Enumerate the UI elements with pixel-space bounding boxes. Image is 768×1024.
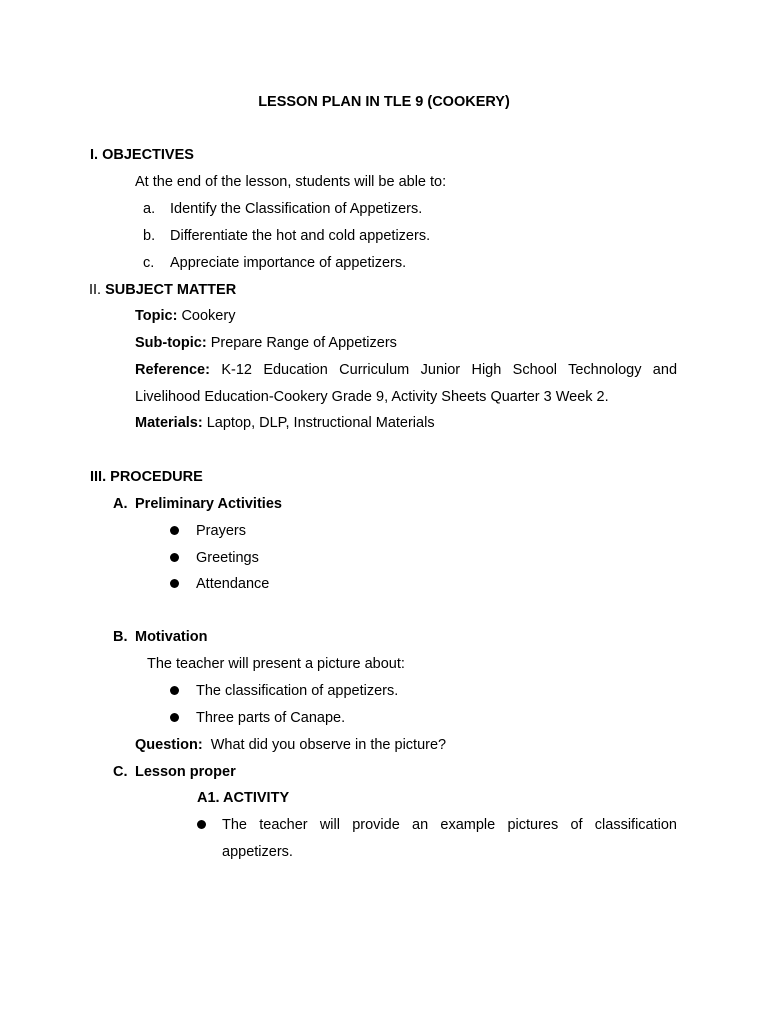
subject-matter-title: SUBJECT MATTER	[105, 282, 237, 298]
activity-text-line-1: The teacher will provide an example pictures of classification	[222, 817, 677, 833]
objectives-heading: I. OBJECTIVES	[90, 147, 194, 163]
objectives-intro: At the end of the lesson, students will be able to:	[135, 174, 447, 190]
objective-item-c: Appreciate importance of appetizers.	[170, 255, 407, 271]
subject-matter-numeral: II.	[89, 282, 102, 298]
materials-value: Laptop, DLP, Instructional Materials	[206, 415, 435, 431]
bullet-icon	[197, 820, 206, 829]
objective-marker-c: c.	[143, 255, 155, 271]
procedure-heading: III. PROCEDURE	[90, 469, 203, 485]
question-label: Question:	[135, 737, 203, 753]
reference-line-1	[135, 361, 677, 379]
motivation-intro: The teacher will present a picture about:	[147, 656, 405, 672]
subtopic-value: Prepare Range of Appetizers	[210, 335, 397, 351]
objective-item-a: Identify the Classification of Appetizers.	[170, 201, 423, 217]
lesson-proper-marker: C.	[113, 764, 128, 780]
preliminary-item-attendance: Attendance	[196, 576, 270, 592]
topic-value: Cookery	[181, 308, 236, 324]
motivation-item-classification: The classification of appetizers.	[196, 683, 399, 699]
motivation-item-canape: Three parts of Canape.	[196, 710, 346, 726]
motivation-marker: B.	[113, 629, 128, 645]
bullet-icon	[170, 526, 179, 535]
motivation-heading: Motivation	[135, 629, 208, 645]
preliminary-marker: A.	[113, 496, 128, 512]
reference-text-1: K-12 Education Curriculum Junior High School Technology and	[221, 362, 678, 378]
preliminary-item-prayers: Prayers	[196, 523, 246, 539]
subtopic-label: Sub-topic:	[135, 335, 207, 351]
document-title: LESSON PLAN IN TLE 9 (COOKERY)	[258, 94, 510, 110]
preliminary-item-greetings: Greetings	[196, 550, 259, 566]
materials-label: Materials:	[135, 415, 203, 431]
question-text: What did you observe in the picture?	[210, 737, 447, 753]
bullet-icon	[170, 553, 179, 562]
subtopic-line	[135, 334, 397, 352]
activity-heading: A1. ACTIVITY	[197, 790, 290, 806]
lesson-proper-heading: Lesson proper	[135, 764, 236, 780]
preliminary-heading: Preliminary Activities	[135, 496, 282, 512]
objective-marker-b: b.	[143, 228, 156, 244]
topic-label: Topic:	[135, 308, 178, 324]
subject-matter-heading	[89, 281, 236, 299]
materials-line	[135, 414, 435, 432]
question-line	[135, 736, 446, 754]
bullet-icon	[170, 713, 179, 722]
bullet-icon	[170, 579, 179, 588]
reference-line-2: Livelihood Education-Cookery Grade 9, Activity Sheets Quarter 3 Week 2.	[135, 389, 609, 405]
reference-label: Reference:	[135, 362, 210, 378]
objective-item-b: Differentiate the hot and cold appetizers.	[170, 228, 431, 244]
objective-marker-a: a.	[143, 201, 156, 217]
bullet-icon	[170, 686, 179, 695]
topic-line	[135, 307, 235, 325]
activity-text-line-2: appetizers.	[222, 844, 293, 860]
